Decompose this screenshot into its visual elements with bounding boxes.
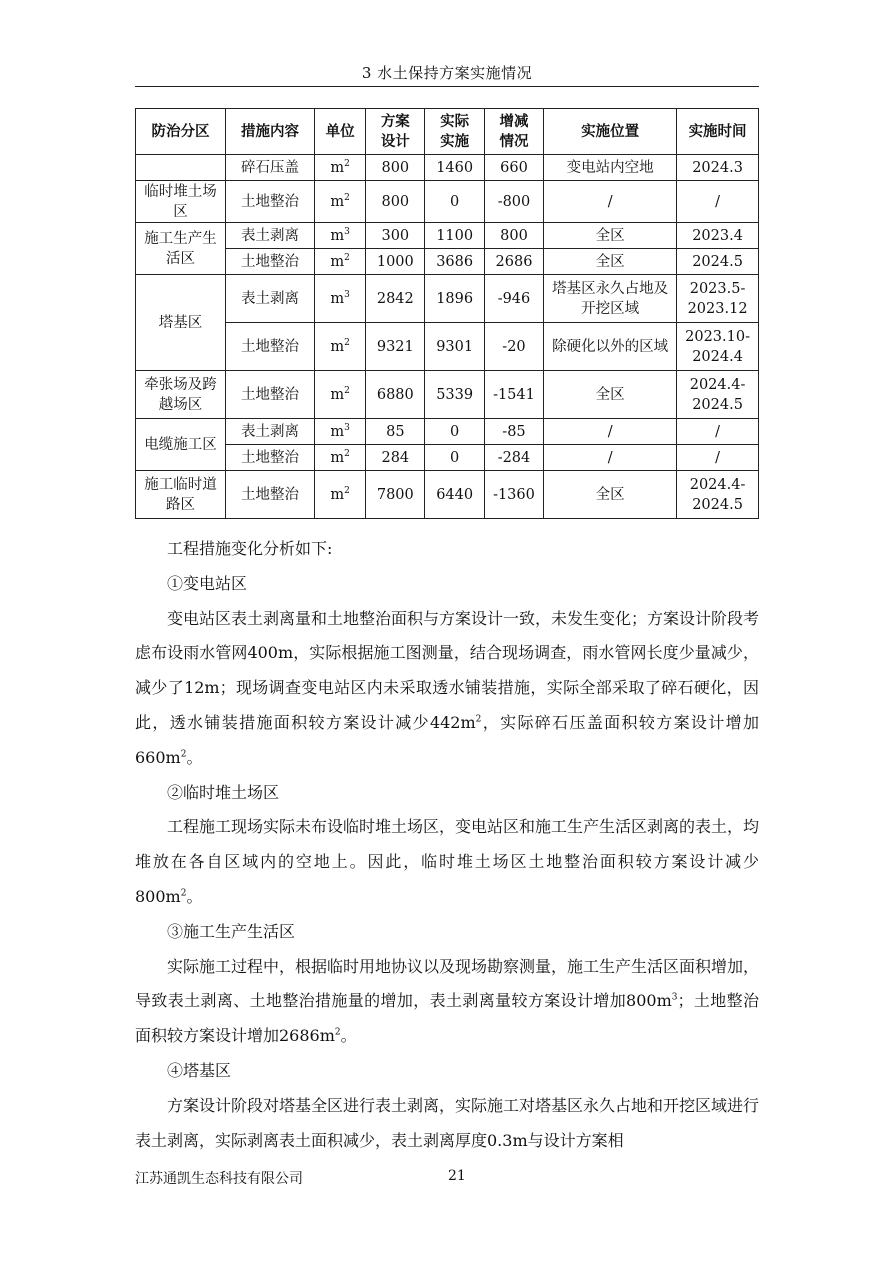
measure-cell: 碎石压盖 xyxy=(226,155,315,181)
change-cell: -1541 xyxy=(484,371,543,419)
location-cell: 变电站内空地 xyxy=(544,155,677,181)
zone-cell: 电缆施工区 xyxy=(136,419,226,471)
time-cell: / xyxy=(677,445,759,471)
actual-cell: 5339 xyxy=(425,371,484,419)
zone-cell xyxy=(136,155,226,181)
actual-cell: 0 xyxy=(425,445,484,471)
section-heading-temp-soil-yard: ②临时堆土场区 xyxy=(167,782,280,802)
unit-cell: $m^2$ xyxy=(315,445,366,471)
header-cell: 增减情况 xyxy=(484,109,543,155)
table-row xyxy=(136,181,759,223)
change-cell: -946 xyxy=(484,275,543,323)
table-row xyxy=(136,371,759,419)
design-cell: 1000 xyxy=(366,249,425,275)
footer-company: 江苏通凯生态科技有限公司 xyxy=(135,1171,303,1187)
table-header-row xyxy=(136,109,759,155)
unit-cell: $m^2$ xyxy=(315,155,366,181)
design-cell: 9321 xyxy=(366,323,425,371)
time-cell: 2024.3 xyxy=(677,155,759,181)
measure-cell: 表土剥离 xyxy=(226,419,315,445)
paragraph-temp-soil-yard: 工程施工现场实际未布设临时堆土场区，变电站区和施工生产生活区剥离的表土，均堆放在各自区域内的空地上。因此，临时堆土场区土地整治面积较方案设计减少$800m^2$。 xyxy=(135,817,760,906)
measure-cell: 表土剥离 xyxy=(226,223,315,249)
location-cell: 塔基区永久占地及开挖区域 xyxy=(544,275,677,323)
actual-cell: 1896 xyxy=(425,275,484,323)
location-cell: 全区 xyxy=(544,471,677,519)
unit-cell: $m^3$ xyxy=(315,275,366,323)
table-row xyxy=(136,223,759,249)
page-number: 21 xyxy=(448,1168,466,1184)
time-cell: 2024.5 xyxy=(677,249,759,275)
design-cell: 6880 xyxy=(366,371,425,419)
measure-cell: 土地整治 xyxy=(226,445,315,471)
time-cell: / xyxy=(677,419,759,445)
design-cell: 2842 xyxy=(366,275,425,323)
section-heading-substation: ①变电站区 xyxy=(167,573,248,593)
paragraph-tower-base: 方案设计阶段对塔基全区进行表土剥离，实际施工对塔基区永久占地和开挖区域进行表土剥离，实际剥离表土面积减少，表土剥离厚度0.3m与设计方案相 xyxy=(135,1095,760,1150)
change-cell: 800 xyxy=(484,223,543,249)
measure-cell: 土地整治 xyxy=(226,371,315,419)
unit-cell: $m^3$ xyxy=(315,223,366,249)
header-cell: 单位 xyxy=(315,109,366,155)
design-cell: 800 xyxy=(366,155,425,181)
time-cell: 2023.10-2024.4 xyxy=(677,323,759,371)
time-cell: 2023.5-2023.12 xyxy=(677,275,759,323)
change-cell: -20 xyxy=(484,323,543,371)
unit-cell: $m^2$ xyxy=(315,371,366,419)
actual-cell: 1460 xyxy=(425,155,484,181)
design-cell: 800 xyxy=(366,181,425,223)
change-cell: -284 xyxy=(484,445,543,471)
change-cell: -1360 xyxy=(484,471,543,519)
location-cell: / xyxy=(544,419,677,445)
section-heading-construction-camp: ③施工生产生活区 xyxy=(167,921,296,941)
time-cell: 2023.4 xyxy=(677,223,759,249)
header-cell: 方案设计 xyxy=(366,109,425,155)
table-row xyxy=(136,445,759,471)
actual-cell: 0 xyxy=(425,181,484,223)
zone-cell: 牵张场及跨越场区 xyxy=(136,371,226,419)
measure-cell: 土地整治 xyxy=(226,323,315,371)
location-cell: / xyxy=(544,445,677,471)
table-row xyxy=(136,323,759,371)
location-cell: / xyxy=(544,181,677,223)
header-cell: 措施内容 xyxy=(226,109,315,155)
time-cell: 2024.4-2024.5 xyxy=(677,371,759,419)
actual-cell: 3686 xyxy=(425,249,484,275)
paragraph-substation: 变电站区表土剥离量和土地整治面积与方案设计一致，未发生变化；方案设计阶段考虑布设雨水管网400m，实际根据施工图测量，结合现场调查，雨水管网长度少量减少，减少了12m；现场调查变电站区内未采取透水铺装措施，实际全部采取了碎石硬化，因此，透水铺装措施面积较方案设计减少$442m^2$，实际碎石压盖面积较方案设计增加$660m^2$。 xyxy=(135,608,760,767)
zone-cell: 塔基区 xyxy=(136,275,226,371)
location-cell: 全区 xyxy=(544,249,677,275)
unit-cell: $m^2$ xyxy=(315,471,366,519)
measure-cell: 土地整治 xyxy=(226,471,315,519)
unit-cell: $m^2$ xyxy=(315,181,366,223)
measure-cell: 表土剥离 xyxy=(226,275,315,323)
unit-cell: $m^3$ xyxy=(315,419,366,445)
zone-cell: 施工临时道路区 xyxy=(136,471,226,519)
design-cell: 284 xyxy=(366,445,425,471)
actual-cell: 1100 xyxy=(425,223,484,249)
table-row xyxy=(136,275,759,323)
table-row xyxy=(136,419,759,445)
time-cell: / xyxy=(677,181,759,223)
section-heading-tower-base: ④塔基区 xyxy=(167,1060,232,1080)
table-row xyxy=(136,155,759,181)
design-cell: 85 xyxy=(366,419,425,445)
running-header: 3 水土保持方案实施情况 xyxy=(361,64,533,82)
actual-cell: 9301 xyxy=(425,323,484,371)
location-cell: 全区 xyxy=(544,223,677,249)
unit-cell: $m^2$ xyxy=(315,249,366,275)
zone-cell: 施工生产生活区 xyxy=(136,223,226,275)
design-cell: 7800 xyxy=(366,471,425,519)
header-cell: 防治分区 xyxy=(136,109,226,155)
analysis-intro: 工程措施变化分析如下: xyxy=(167,539,333,558)
paragraph-construction-camp: 实际施工过程中，根据临时用地协议以及现场勘察测量，施工生产生活区面积增加，导致表土剥离、土地整治措施量的增加，表土剥离量较方案设计增加$800m^3$；土地整治面积较方案设计增加$2686m^2$。 xyxy=(135,956,760,1046)
header-cell: 实施位置 xyxy=(544,109,677,155)
unit-cell: $m^2$ xyxy=(315,323,366,371)
actual-cell: 6440 xyxy=(425,471,484,519)
zone-cell: 临时堆土场区 xyxy=(136,181,226,223)
table-row xyxy=(136,471,759,519)
header-rule xyxy=(135,86,759,87)
change-cell: 660 xyxy=(484,155,543,181)
change-cell: -800 xyxy=(484,181,543,223)
location-cell: 除硬化以外的区域 xyxy=(544,323,677,371)
header-cell: 实施时间 xyxy=(677,109,759,155)
table-row xyxy=(136,249,759,275)
design-cell: 300 xyxy=(366,223,425,249)
time-cell: 2024.4-2024.5 xyxy=(677,471,759,519)
measures-table xyxy=(135,108,759,519)
measure-cell: 土地整治 xyxy=(226,181,315,223)
change-cell: -85 xyxy=(484,419,543,445)
location-cell: 全区 xyxy=(544,371,677,419)
analysis-text xyxy=(135,532,759,1158)
actual-cell: 0 xyxy=(425,419,484,445)
measure-cell: 土地整治 xyxy=(226,249,315,275)
header-cell: 实际实施 xyxy=(425,109,484,155)
change-cell: 2686 xyxy=(484,249,543,275)
